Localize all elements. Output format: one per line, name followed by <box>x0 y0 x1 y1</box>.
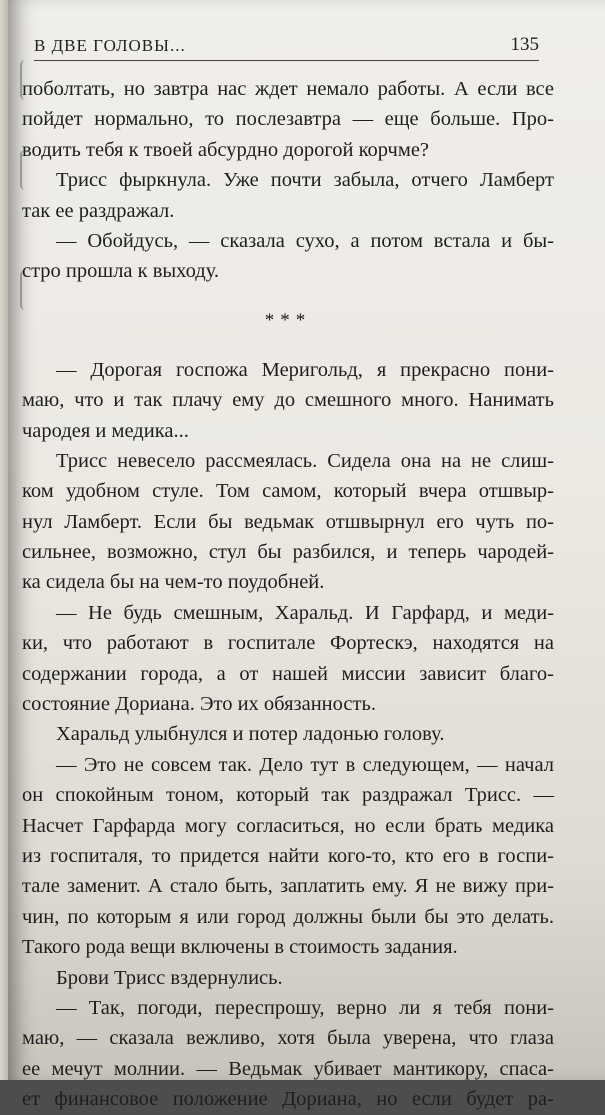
text-line: Брови Трисс вздернулись. <box>56 966 283 989</box>
text-line: тале заменит. А стало быть, заплатить ему. Я не вижу при- <box>22 875 554 898</box>
text-line: содержании города, а от нашей миссии зависит благо- <box>22 662 554 685</box>
text-line: так ее раздражал. <box>22 199 175 222</box>
text-line: чародея и медика... <box>22 419 189 442</box>
text-line: — Это не совсем так. Дело тут в следующем, — начал <box>56 753 554 776</box>
page-number: 135 <box>510 34 539 55</box>
text-line: стро прошла к выходу. <box>22 260 220 283</box>
text-line: Харальд улыбнулся и потер ладонью голову. <box>56 723 445 746</box>
text-line: ком удобном стуле. Том самом, который вчера отшвыр- <box>22 480 554 503</box>
text-line: маю, что и так плачу ему до смешного много. Нанимать <box>22 389 554 412</box>
text-line: ет финансовое положение Дориана, но если будет ра- <box>22 1088 554 1111</box>
text-line: чин, по которым я или город должны были бы это делать. <box>22 905 554 928</box>
text-line: ка сидела бы на чем-то поудобней. <box>22 571 325 594</box>
text-line: нул Ламберт. Если бы ведьмак отшвырнул его чуть по- <box>22 510 554 533</box>
text-line: — Обойдусь, — сказала сухо, а потом встала и бы- <box>56 229 554 252</box>
text-line: пойдет нормально, то послезавтра — еще больше. Про- <box>22 108 554 131</box>
text-line: Такого рода вещи включены в стоимость задания. <box>22 936 458 959</box>
text-line: Насчет Гарфарда могу согласиться, но если брать медика <box>22 814 554 837</box>
text-line: ки, что работают в госпитале Фортескэ, находятся на <box>22 632 554 655</box>
text-line: маю, — сказала вежливо, хотя была уверена, что глаза <box>22 1027 554 1050</box>
text-line: водить тебя к твоей абсурдно дорогой корчме? <box>22 138 430 161</box>
text-line: — Так, погоди, переспрошу, верно ли я тебя пони- <box>56 996 554 1019</box>
text-line: поболтать, но завтра нас ждет немало работы. А если все <box>22 78 554 100</box>
text-line: Трисс невесело рассмеялась. Сидела она на не слиш- <box>56 449 554 472</box>
section-break: *** <box>264 309 312 331</box>
book-page <box>8 0 605 1111</box>
text-line: Трисс фыркнула. Уже почти забыла, отчего Ламберт <box>56 169 554 192</box>
text-line: состояние Дориана. Это их обязанность. <box>22 693 376 716</box>
text-line: из госпиталя, то придется найти кого-то, кто его в госпи- <box>22 844 554 867</box>
page-header <box>34 30 539 61</box>
text-line: он спокойным тоном, который так раздражал Трисс. — <box>22 784 554 807</box>
text-line: — Дорогая госпожа Меригольд, я прекрасно пони- <box>56 358 554 381</box>
body-text <box>22 74 554 1115</box>
text-line: сильнее, возможно, стул бы разбился, и теперь чародей- <box>22 541 554 564</box>
text-line: ее мечут молнии. — Ведьмак убивает мантикору, спаса- <box>22 1057 554 1080</box>
running-title: В ДВЕ ГОЛОВЫ... <box>34 36 186 55</box>
text-line: — Не будь смешным, Харальд. И Гарфард, и меди- <box>56 601 554 624</box>
